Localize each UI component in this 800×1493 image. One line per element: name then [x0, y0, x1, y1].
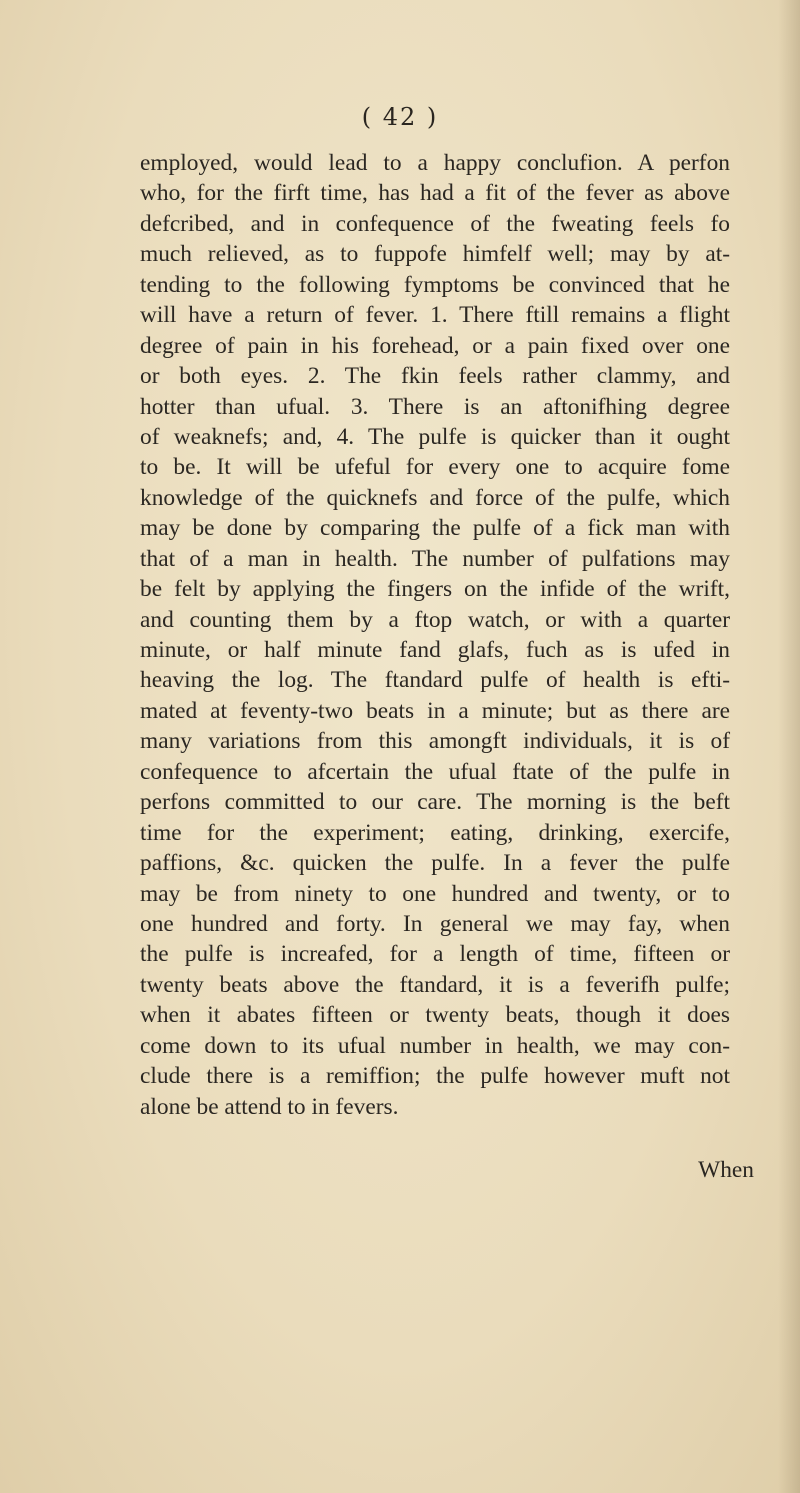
- text-line: paffions, &c. quicken the pulfe. In a fever the pulfe: [140, 850, 730, 877]
- text-line: twenty beats above the ftandard, it is a feverifh pulfe;: [140, 971, 730, 998]
- text-line: be felt by applying the fingers on the infide of the wrift,: [140, 576, 730, 603]
- text-line: will have a return of fever. 1. There ftill remains a flight: [140, 302, 730, 329]
- page-number: ( 42 ): [361, 103, 439, 131]
- text-line: heaving the log. The ftandard pulfe of health is efti-: [140, 667, 730, 694]
- catchword: When: [698, 1157, 754, 1183]
- text-line: many variations from this amongft individuals, it is of: [140, 728, 730, 755]
- text-line: may be from ninety to one hundred and twenty, or to: [140, 880, 730, 907]
- text-line: and counting them by a ftop watch, or with a quarter: [140, 606, 730, 633]
- page-edge-shadow: [778, 0, 800, 1493]
- text-line: time for the experiment; eating, drinking, exercife,: [140, 819, 730, 846]
- text-line: minute, or half minute fand glafs, fuch as is ufed in: [140, 637, 730, 663]
- text-line: clude there is a remiffion; the pulfe however muft not: [140, 1063, 730, 1090]
- text-line: that of a man in health. The number of pulfations may: [140, 545, 730, 572]
- text-line: come down to its ufual number in health, we may con-: [140, 1032, 730, 1059]
- body-text: [140, 148, 730, 1122]
- text-line: to be. It will be ufeful for every one to acquire fome: [140, 454, 730, 481]
- text-line: of weaknefs; and, 4. The pulfe is quicker than it ought: [140, 423, 730, 450]
- text-line: degree of pain in his forehead, or a pain fixed over one: [140, 332, 730, 359]
- text-line: alone be attend to in fevers.: [140, 1093, 399, 1120]
- text-line: who, for the firft time, has had a fit of the fever as above: [140, 180, 730, 207]
- text-line: knowledge of the quicknefs and force of the pulfe, which: [140, 484, 730, 511]
- text-line: may be done by comparing the pulfe of a fick man with: [140, 515, 730, 542]
- text-line: perfons committed to our care. The morning is the beft: [140, 789, 730, 816]
- text-line: hotter than ufual. 3. There is an aftonifhing degree: [140, 393, 730, 420]
- text-line: defcribed, and in confequence of the fweating feels fo: [140, 210, 730, 237]
- text-line: the pulfe is increafed, for a length of time, fifteen or: [140, 941, 730, 968]
- text-line: tending to the following fymptoms be convinced that he: [140, 271, 730, 298]
- text-line: when it abates fifteen or twenty beats, though it does: [140, 1002, 730, 1029]
- text-line: or both eyes. 2. The fkin feels rather clammy, and: [140, 363, 730, 390]
- text-line: mated at feventy-two beats in a minute; but as there are: [140, 697, 730, 724]
- text-line: much relieved, as to fuppofe himfelf well; may by at-: [140, 241, 730, 268]
- text-line: confequence to afcertain the ufual ftate of the pulfe in: [140, 758, 730, 785]
- text-line: one hundred and forty. In general we may fay, when: [140, 910, 730, 937]
- text-line: employed, would lead to a happy conclufion. A perfon: [140, 150, 730, 176]
